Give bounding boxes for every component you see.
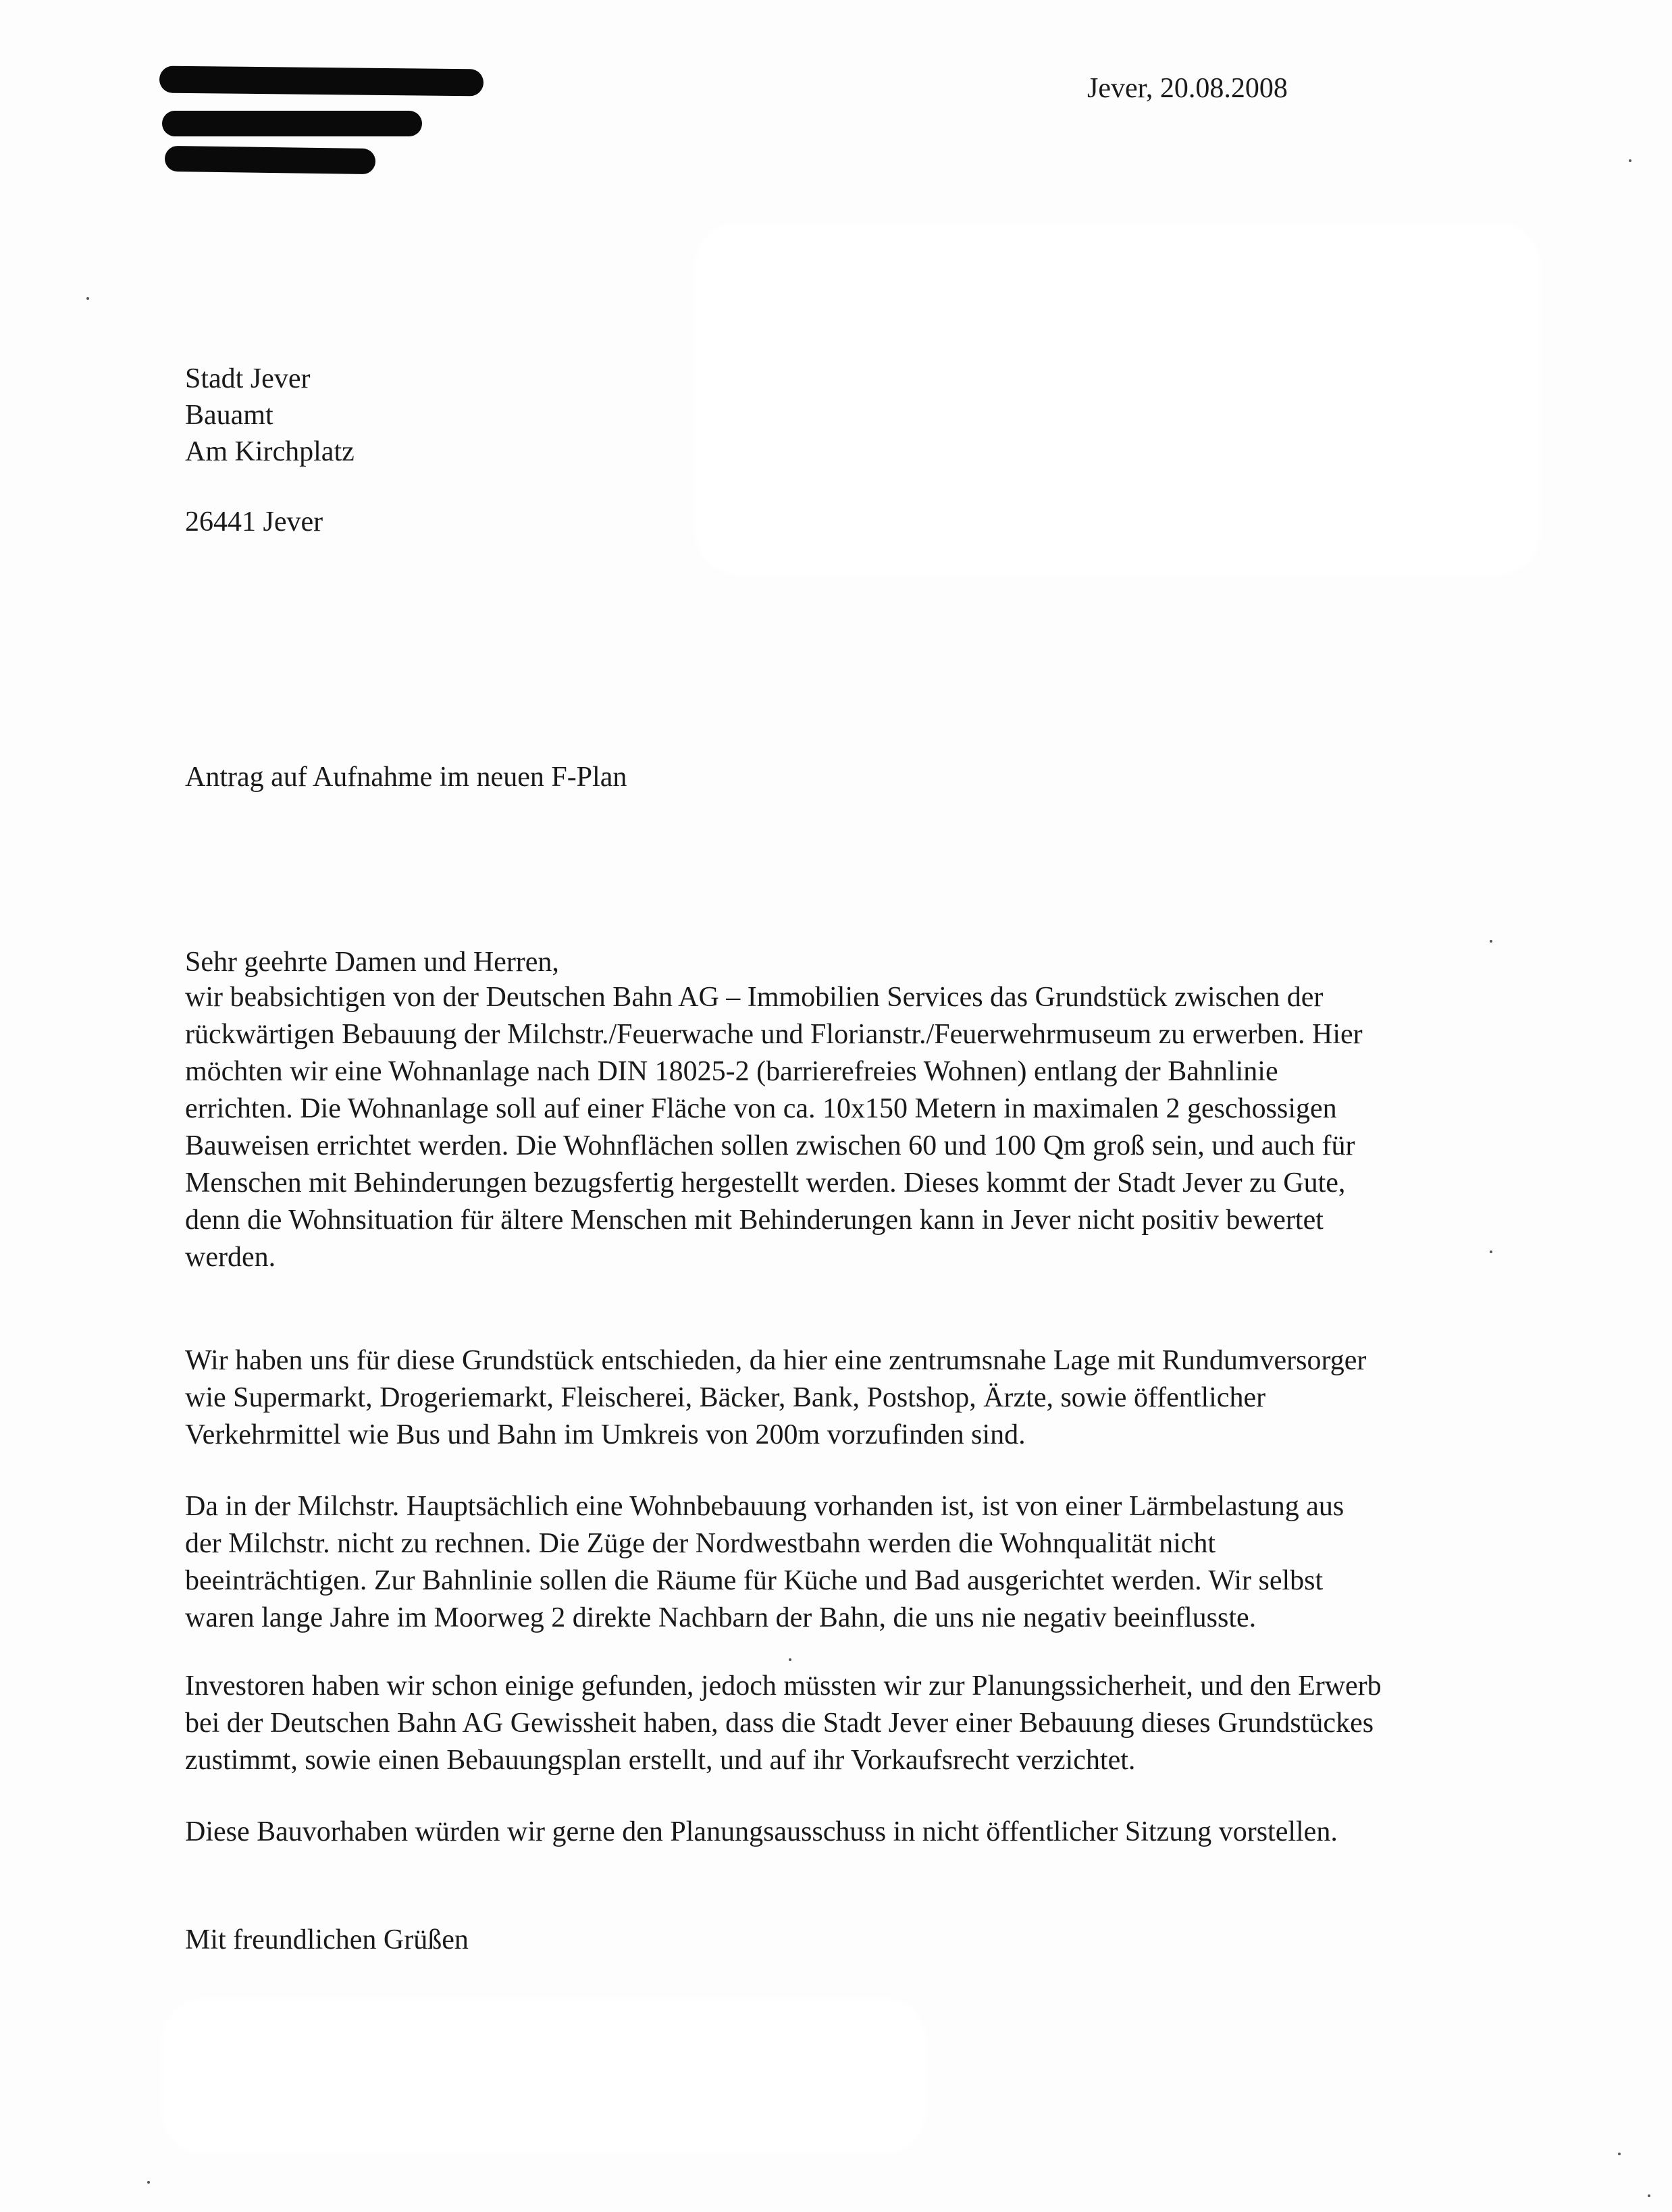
scan-speck (1629, 159, 1631, 162)
paragraph-line: waren lange Jahre im Moorweg 2 direkte Nachbarn der Bahn, die uns nie negativ beeinflusste. (185, 1602, 1257, 1633)
paragraph-line: wie Supermarkt, Drogeriemarkt, Fleischerei, Bäcker, Bank, Postshop, Ärzte, sowie öffentlicher (185, 1382, 1266, 1413)
whiteout-area-signature (162, 1999, 925, 2154)
body-paragraph-1 (185, 979, 1509, 1276)
scan-speck (1490, 1250, 1492, 1253)
paragraph-line: Verkehrmittel wie Bus und Bahn im Umkreis von 200m vorzufinden sind. (185, 1419, 1026, 1450)
paragraph-line: Menschen mit Behinderungen bezugsfertig hergestellt werden. Dieses kommt der Stadt Jever zu Gute, (185, 1167, 1346, 1199)
paragraph-line: Da in der Milchstr. Hauptsächlich eine Wohnbebauung vorhanden ist, ist von einer Lärmbelastung aus (185, 1491, 1344, 1522)
recipient-street: Am Kirchplatz (185, 436, 355, 467)
paragraph-line: werden. (185, 1242, 276, 1273)
body-paragraph-5 (185, 1814, 1509, 1851)
scan-speck (789, 1658, 791, 1661)
paragraph-line: bei der Deutschen Bahn AG Gewissheit haben, dass die Stadt Jever einer Bebauung dieses Grundstückes (185, 1708, 1374, 1739)
paragraph-line: errichten. Die Wohnanlage soll auf einer Fläche von ca. 10x150 Metern in maximalen 2 geschossigen (185, 1093, 1337, 1124)
scan-speck (147, 2181, 150, 2184)
redacted-sender-line-2 (162, 111, 422, 136)
scan-speck (1490, 940, 1492, 943)
whiteout-area-header (696, 223, 1540, 574)
paragraph-line: wir beabsichtigen von der Deutschen Bahn AG – Immobilien Services das Grundstück zwischen der (185, 982, 1324, 1013)
paragraph-line: Investoren haben wir schon einige gefunden, jedoch müssten wir zur Planungssicherheit, und den Erwerb (185, 1670, 1382, 1702)
paragraph-line: Diese Bauvorhaben würden wir gerne den Planungsausschuss in nicht öffentlicher Sitzung vorstellen. (185, 1816, 1338, 1847)
recipient-city: 26441 Jever (185, 506, 323, 537)
paragraph-line: Bauweisen errichtet werden. Die Wohnflächen sollen zwischen 60 und 100 Qm groß sein, und auch für (185, 1130, 1355, 1161)
letter-subject: Antrag auf Aufnahme im neuen F-Plan (185, 762, 627, 793)
paragraph-line: Wir haben uns für diese Grundstück entschieden, da hier eine zentrumsnahe Lage mit Rundumversorger (185, 1345, 1367, 1376)
letter-date: Jever, 20.08.2008 (1087, 73, 1288, 104)
body-paragraph-2 (185, 1342, 1509, 1454)
paragraph-line: beeinträchtigen. Zur Bahnlinie sollen die Räume für Küche und Bad ausgerichtet werden. Wir selbst (185, 1565, 1324, 1596)
redacted-sender-line-1 (159, 65, 484, 96)
scan-speck (1648, 2194, 1650, 2197)
paragraph-line: zustimmt, sowie einen Bebauungsplan erstellt, und auf ihr Vorkaufsrecht verzichtet. (185, 1745, 1136, 1776)
recipient-department: Bauamt (185, 400, 273, 431)
body-paragraph-3 (185, 1488, 1509, 1637)
letter-closing: Mit freundlichen Grüßen (185, 1924, 469, 1955)
scan-speck (86, 297, 89, 300)
paragraph-line: möchten wir eine Wohnanlage nach DIN 18025-2 (barrierefreies Wohnen) entlang der Bahnlinie (185, 1056, 1278, 1087)
recipient-name: Stadt Jever (185, 363, 311, 394)
letter-salutation: Sehr geehrte Damen und Herren, (185, 947, 559, 978)
redacted-sender-line-3 (165, 146, 376, 174)
paragraph-line: denn die Wohnsituation für ältere Menschen mit Behinderungen kann in Jever nicht positiv bewertet (185, 1205, 1324, 1236)
paragraph-line: rückwärtigen Bebauung der Milchstr./Feuerwache und Florianstr./Feuerwehrmuseum zu erwerben. Hier (185, 1019, 1363, 1050)
paragraph-line: der Milchstr. nicht zu rechnen. Die Züge der Nordwestbahn werden die Wohnqualität nicht (185, 1528, 1216, 1559)
scan-speck (1618, 2153, 1621, 2155)
body-paragraph-4 (185, 1668, 1509, 1779)
